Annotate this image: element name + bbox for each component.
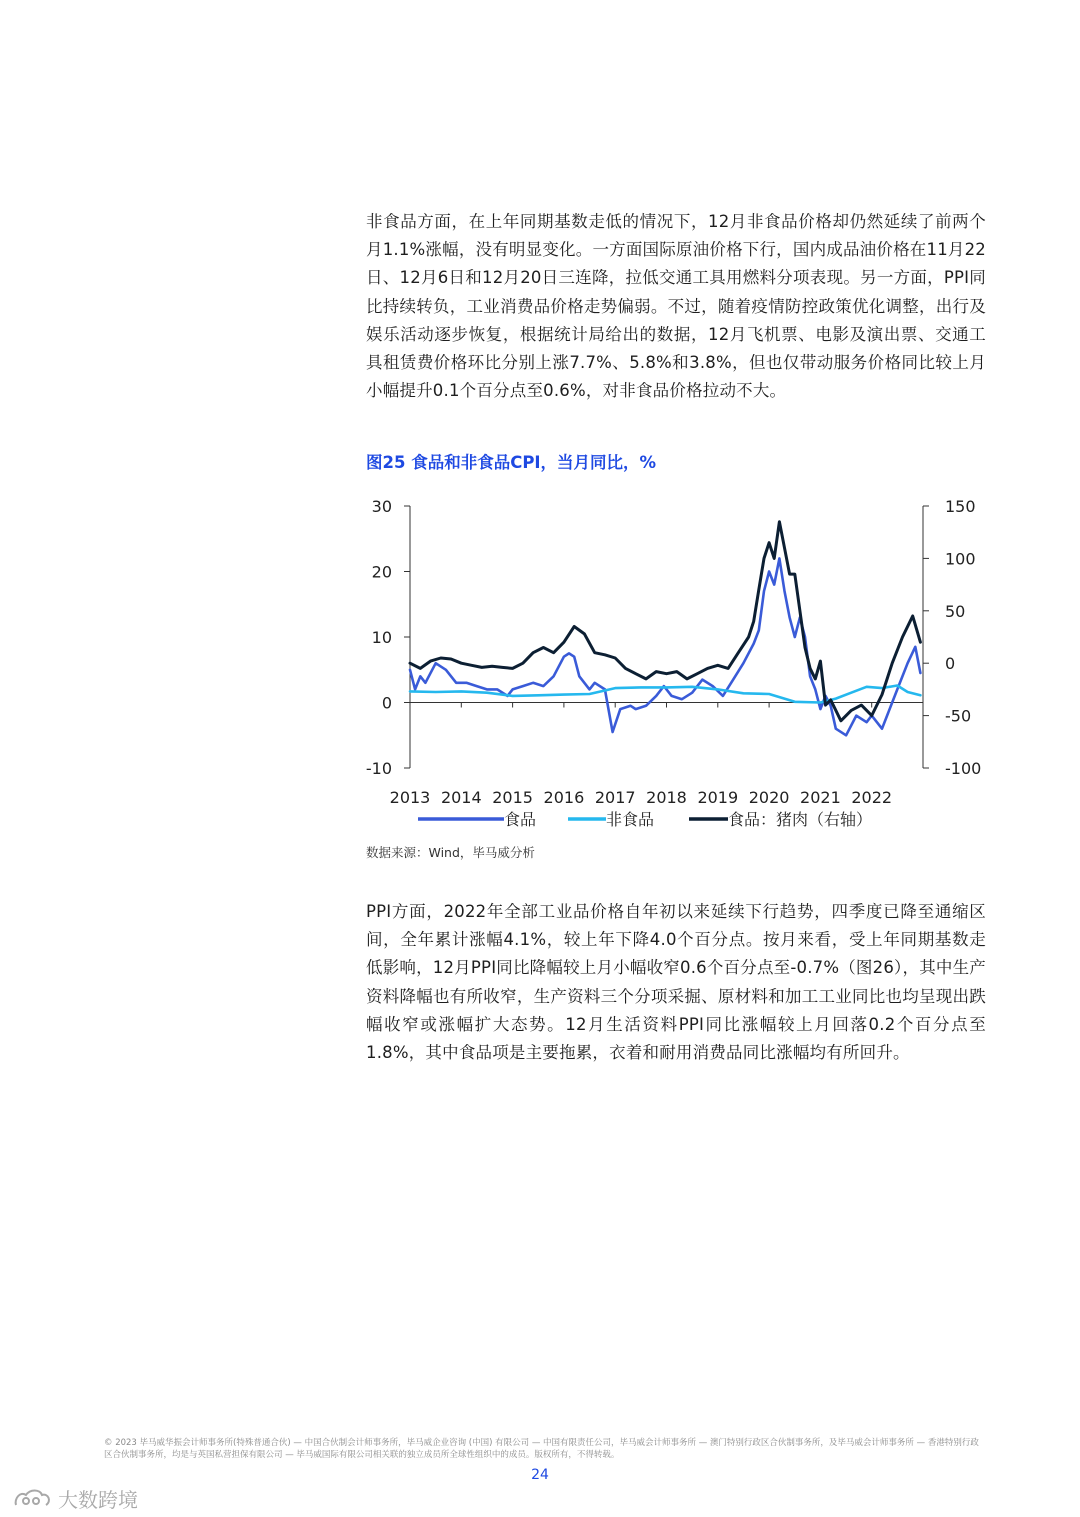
x-tick-label: 2015 [492,788,533,807]
x-tick-label: 2019 [697,788,739,807]
x-tick-label: 2022 [851,788,893,807]
left-tick-label: 20 [371,562,392,582]
right-tick-label: 150 [945,497,976,516]
watermark [12,1484,138,1513]
right-tick-label: 0 [945,654,956,674]
right-tick-label: 100 [945,549,976,569]
right-tick-label: -50 [945,706,972,726]
watermark-text: 大数跨境 [58,1488,138,1512]
watermark-logo-icon [12,1487,52,1511]
x-tick-label: 2020 [748,788,790,807]
chart-tick-labels [366,497,981,807]
cpi-line-chart [356,488,982,838]
legend-label-food: 食品 [504,810,537,829]
x-tick-label: 2014 [440,788,482,807]
paragraph-nonfood: 非食品方面，在上年同期基数走低的情况下，12月非食品价格却仍然延续了前两个月1.1%涨幅，没有明显变化。一方面国际原油价格下行，国内成品油价格在11月22日、12月6日和12月20日三连降，拉低交通工具用燃料分项表现。另一方面，PPI同比持续转负，工业消费品价格走势偏弱。不过，随着疫情防控政策优化调整，出行及娱乐活动逐步恢复，根据统计局给出的数据，12月飞机票、电影及演出票、交通工具租赁费价格环比分别上涨7.7%、5.8%和3.8%，但也仅带动服务价格同比较上月小幅提升0.1个百分点至0.6%，对非食品价格拉动不大。 [366,212,986,401]
legend-label-nonfood: 非食品 [606,810,655,829]
series-line-pork [410,522,920,721]
chart-legend [418,810,872,829]
x-tick-label: 2021 [800,788,841,807]
x-tick-label: 2017 [594,788,636,807]
x-tick-label: 2013 [389,788,431,807]
paragraph-ppi: PPI方面，2022年全部工业品价格自年初以来延续下行趋势，四季度已降至通缩区间，全年累计涨幅4.1%，较上年下降4.0个百分点。按月来看，受上年同期基数走低影响，12月PPI同比降幅较上月小幅收窄0.6个百分点至-0.7%（图26），其中生产资料降幅也有所收窄，生产资料三个分项采掘、原材料和加工工业同比也均呈现出跌幅收窄或涨幅扩大态势。12月生活资料PPI同比涨幅较上月回落0.2个百分点至1.8%，其中食品项是主要拖累，衣着和耐用消费品同比涨幅均有所回升。 [366,902,986,1063]
right-tick-label: -100 [945,759,982,778]
left-tick-label: 0 [381,693,392,713]
x-tick-label: 2018 [646,788,687,807]
figure-title: 图25 食品和非食品CPI，当月同比，% [366,453,657,472]
series-line-food [410,558,920,735]
legend-label-pork: 食品：猪肉（右轴） [728,810,873,829]
right-tick-label: 50 [945,601,966,621]
x-tick-label: 2016 [543,788,585,807]
left-tick-label: 10 [371,628,392,647]
left-tick-label: -10 [365,759,392,778]
chart-series-group [410,522,920,736]
left-tick-label: 30 [371,497,392,516]
data-source-note: 数据来源：Wind，毕马威分析 [366,845,535,860]
page-number: 24 [531,1467,549,1483]
footer-copyright: © 2023 毕马威华振会计师事务所(特殊普通合伙) — 中国合伙制会计师事务所，毕马威企业咨询 (中国) 有限公司 — 中国有限责任公司，毕马威会计师事务所 — 澳门特别行政区合伙制事务所，及毕马威会计师事务所 — 香港特别行政区合伙制事务所，均是与英国私营担保有限公司 — 毕马威国际有限公司相关联的独立成员所全球性组织中的成员。版权所有，不得转载。 [104,1438,979,1460]
